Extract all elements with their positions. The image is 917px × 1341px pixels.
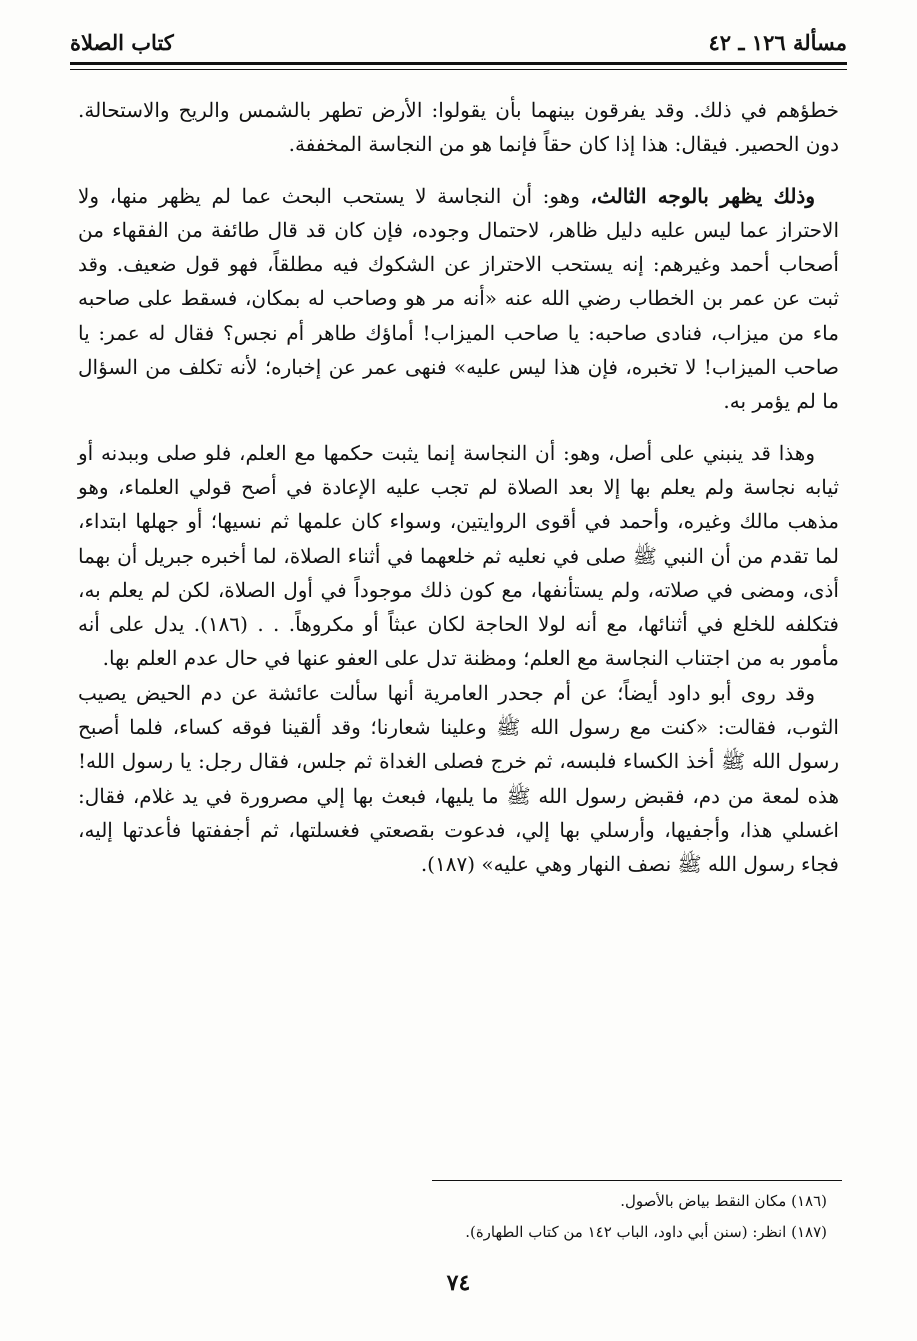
footnotes <box>90 1186 827 1248</box>
paragraph-2-lead: وذلك يظهر بالوجه الثالث، <box>590 183 815 208</box>
header-rule-thin <box>70 69 847 70</box>
main-text <box>78 93 839 882</box>
footnote-rule <box>432 1180 842 1181</box>
running-header <box>70 22 847 56</box>
book-title: كتاب الصلاة <box>70 30 174 55</box>
footnote-187: (١٨٧) انظر: (سنن أبي داود، الباب ١٤٢ من كتاب الطهارة). <box>465 1223 827 1241</box>
paragraph-2 <box>78 179 839 419</box>
paragraph-2-body: وهو: أن النجاسة لا يستحب البحث عما لم يظهر منها، ولا الاحتراز عما ليس عليه دليل ظاهر، لاحتمال وجوده، فإن كان قد قال طائفة من الفقهاء من أصحاب أحمد وغيرهم: إنه يستحب الاحتراز عن الشكوك فيه مطلقاً، فهو قول ضعيف. وقد ثبت عن عمر بن الخطاب رضي الله عنه «أنه مر هو وصاحب له بمكان، فسقط على صاحبه ماء من ميزاب، فنادى صاحبه: يا صاحب الميزاب! أماؤك طاهر أم نجس؟ فقال له عمر: يا صاحب الميزاب! لا تخبره، فإن هذا ليس عليه» فنهى عمر عن إخباره؛ لأنه تكلف من السؤال ما لم يؤمر به. <box>78 183 839 414</box>
issue-label: مسألة ١٢٦ ـ ٤٢ <box>708 30 847 55</box>
header-rule-thick <box>70 62 847 65</box>
paragraph-3: وهذا قد ينبني على أصل، وهو: أن النجاسة إنما يثبت حكمها مع العلم، فلو صلى وببدنه أو ثيابه نجاسة ولم يعلم بها إلا بعد الصلاة لم تجب عليه الإعادة في أصح قولي العلماء، وهو مذهب مالك وغيره، وأحمد في أقوى الروايتين، وسواء كان علمها ثم نسيها؛ أو جهلها ابتداء، لما تقدم من أن النبي ﷺ صلى في نعليه ثم خلعهما في أثناء الصلاة، لما أخبره جبريل أن بهما أذى، ومضى في صلاته، ولم يستأنفها، مع كون ذلك موجوداً في أول الصلاة، لكن لم يعلم به، فتكلفه للخلع في أثنائها، مع أنه لولا الحاجة لكان عبثاً أو مكروهاً. . . (١٨٦). يدل على أنه مأمور به من اجتناب النجاسة مع العلم؛ ومظنة تدل على العفو عنها في حال عدم العلم بها. <box>78 440 839 671</box>
paragraph-1: خطؤهم في ذلك. وقد يفرقون بينهما بأن يقولوا: الأرض تطهر بالشمس والريح والاستحالة. دون الحصير. فيقال: هذا إذا كان حقاً فإنما هو من النجاسة المخففة. <box>78 98 839 157</box>
page-number: ٧٤ <box>446 1270 471 1296</box>
paragraph-4: وقد روى أبو داود أيضاً؛ عن أم جحدر العامرية أنها سألت عائشة عن دم الحيض يصيب الثوب، فقالت: «كنت مع رسول الله ﷺ وعلينا شعارنا؛ وقد ألقينا فوقه كساء، فلما أصبح رسول الله ﷺ أخذ الكساء فلبسه، ثم خرج فصلى الغداة ثم جلس، فقال رجل: يا رسول الله! هذه لمعة من دم، فقبض رسول الله ﷺ ما يليها، فبعث بها إلي مصرورة في يد غلام، فقال: اغسلي هذا، وأجفيها، وأرسلي بها إلي، فدعوت بقصعتي فغسلتها، ثم أجففتها فأعدتها إليه، فجاء رسول الله ﷺ نصف النهار وهي عليه» (١٨٧). <box>78 680 839 877</box>
footnote-186: (١٨٦) مكان النقط بياض بالأصول. <box>620 1192 827 1210</box>
